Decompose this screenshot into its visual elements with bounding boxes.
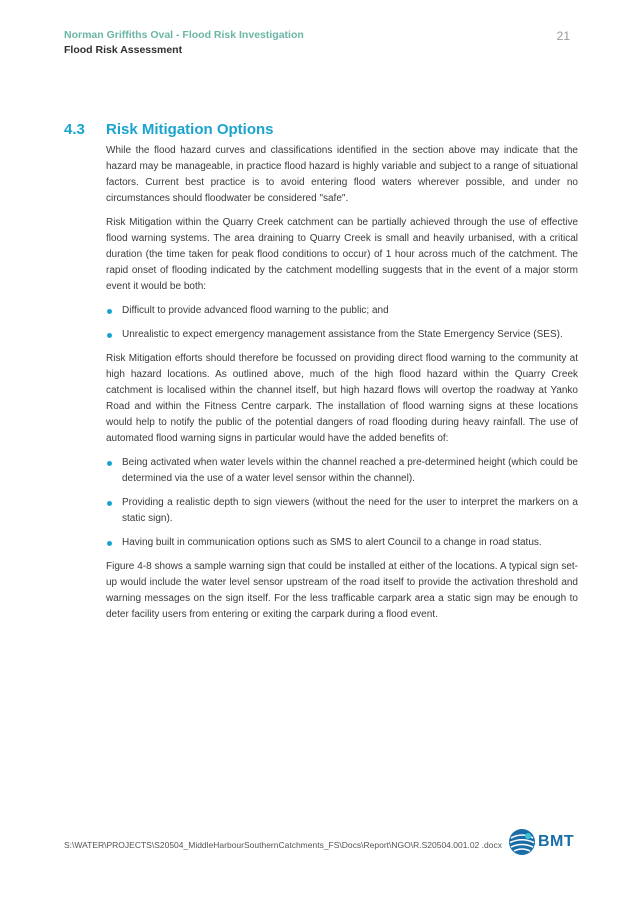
list-item-text: Unrealistic to expect emergency management assistance from the State Emergency Service (SES). — [122, 329, 563, 340]
footer-file-path: S:\WATER\PROJECTS\S20504_MiddleHarbourSouthernCatchments_FS\Docs\Report\NGO\R.S20504.001.02 .docx — [64, 840, 502, 850]
body-text — [106, 143, 578, 631]
bullet-dot-icon — [107, 309, 112, 314]
list-item-text: Having built in communication options such as SMS to alert Council to a change in road status. — [122, 537, 542, 548]
bullet-list-difficulties — [106, 303, 578, 343]
paragraph-intro: While the flood hazard curves and classifications identified in the section above may indicate that the hazard may be manageable, in practice flood hazard is highly variable and subject to a range of situational factors. Current best practice is to avoid entering flood waters wherever possible, and under no circumstances should floodwater be considered "safe". — [106, 145, 578, 204]
list-item — [106, 495, 578, 527]
header-subtitle: Flood Risk Assessment — [64, 44, 183, 56]
list-item-text: Providing a realistic depth to sign viewers (without the need for the user to interpret the markers on a static sign). — [122, 497, 578, 524]
bullet-dot-icon — [107, 333, 112, 338]
list-item-text: Being activated when water levels within the channel reached a pre-determined height (which could be determined via the use of a water level sensor within the channel). — [122, 457, 578, 484]
bullet-dot-icon — [107, 461, 112, 466]
list-item — [106, 327, 578, 343]
list-item — [106, 303, 578, 319]
paragraph-mitigation-efforts: Risk Mitigation efforts should therefore be focussed on providing direct flood warning to the community at high hazard locations. As outlined above, much of the high flood hazard within the Quarry Creek catchment is localised within the channel itself, but high hazard flows will overtop the roadway at Yanko Road and within the Fitness Centre carpark. The installation of flood warning signs at these locations would help to notify the public of the potential dangers of road flooding during heavy rainfall. The use of automated flood warning signs in particular would have the added benefits of: — [106, 353, 578, 444]
bmt-logo — [508, 828, 574, 856]
section-title: Risk Mitigation Options — [106, 121, 274, 138]
page-number: 21 — [556, 29, 570, 43]
bullet-list-benefits — [106, 455, 578, 551]
list-item — [106, 455, 578, 487]
list-item-text: Difficult to provide advanced flood warning to the public; and — [122, 305, 389, 316]
section-heading — [64, 121, 274, 138]
list-item — [106, 535, 578, 551]
paragraph-figure-reference: Figure 4-8 shows a sample warning sign that could be installed at either of the locations. A typical sign set-up would include the water level sensor upstream of the road itself to provide the activation threshold and warning messages on the sign itself. For the less trafficable carpark area a static sign may be enough to deter facility users from entering or exiting the carpark during a flood event. — [106, 561, 578, 620]
bullet-dot-icon — [107, 501, 112, 506]
bmt-globe-icon — [508, 828, 536, 856]
logo-text: BMT — [538, 833, 575, 850]
section-number: 4.3 — [64, 121, 85, 138]
header-title: Norman Griffiths Oval - Flood Risk Investigation — [64, 29, 304, 41]
paragraph-risk-mitigation: Risk Mitigation within the Quarry Creek catchment can be partially achieved through the use of effective flood warning systems. The area draining to Quarry Creek is small and heavily urbanised, with a critical duration (the time taken for peak flood conditions to occur) of 1 hour across much of the catchment. The rapid onset of flooding indicated by the catchment modelling suggests that in the event of a major storm event it would be both: — [106, 217, 578, 292]
bullet-dot-icon — [107, 541, 112, 546]
